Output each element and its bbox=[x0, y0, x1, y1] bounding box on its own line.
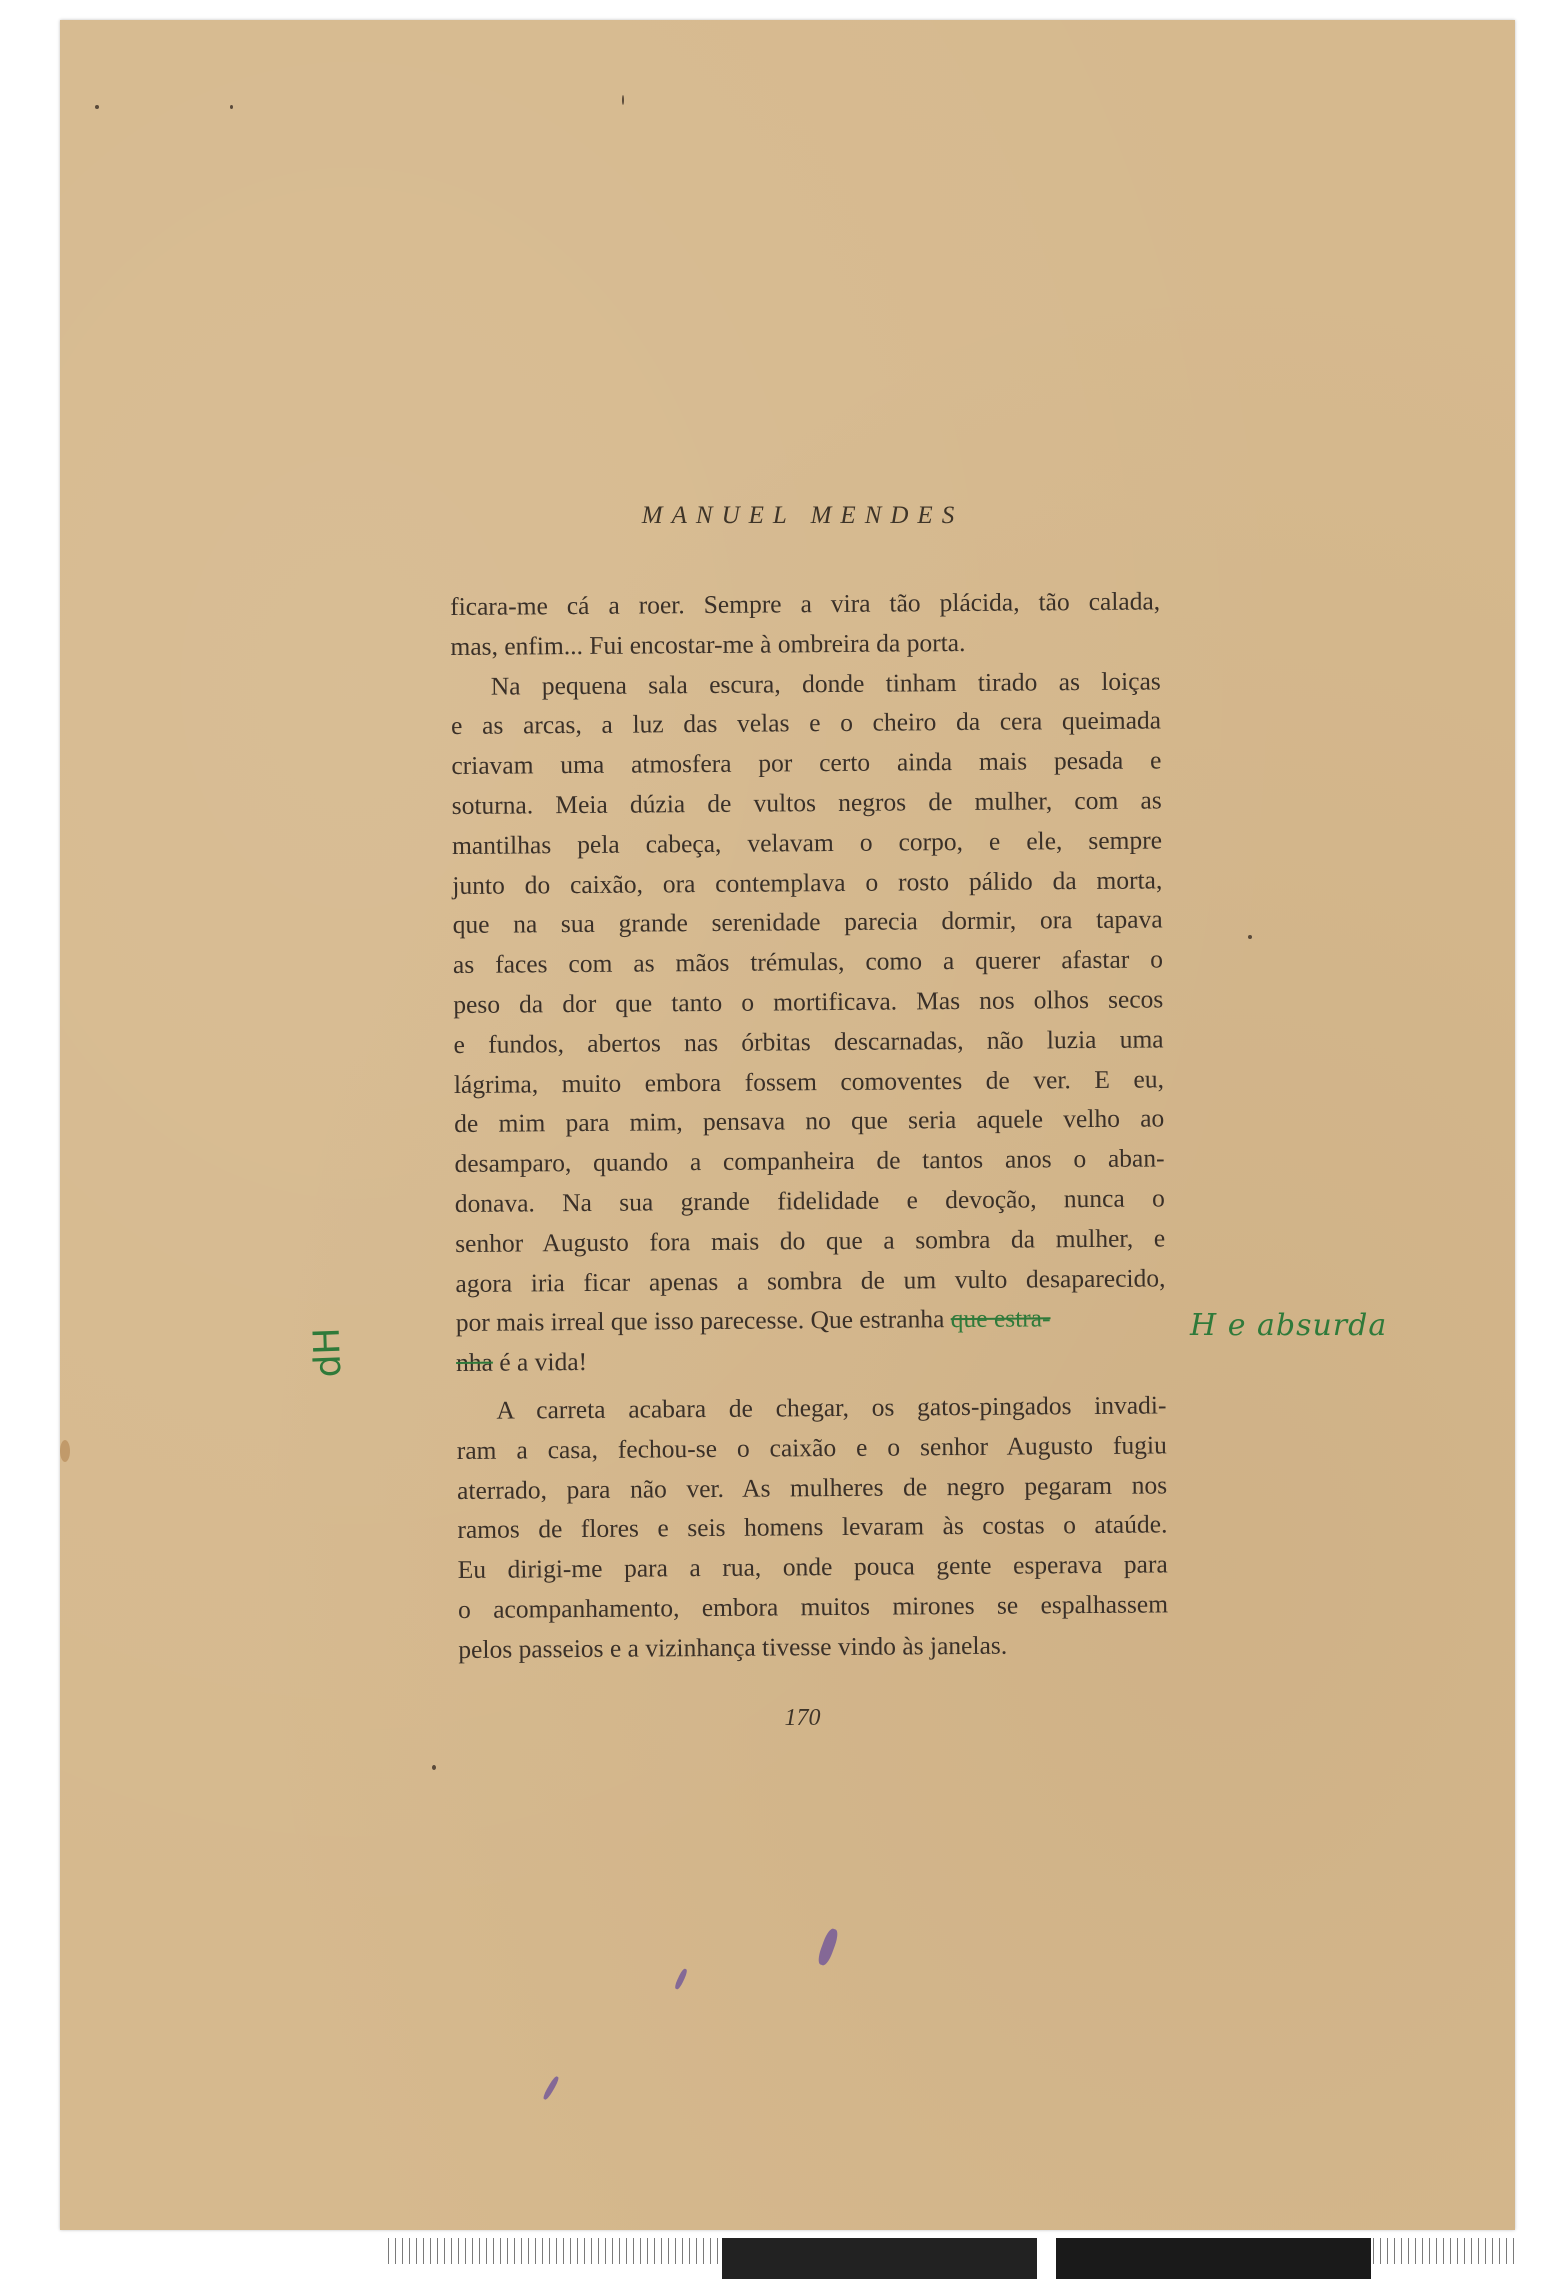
margin-annotation-right: H e absurda bbox=[1190, 1308, 1388, 1343]
paper-speck bbox=[622, 95, 624, 105]
text-line: junto do caixão, ora contemplava o rosto pálido da morta, bbox=[452, 864, 1163, 900]
text-line: que na sua grande serenidade parecia dormir, ora tapava bbox=[452, 904, 1163, 940]
text-line: peso da dor que tanto o mortificava. Mas nos olhos secos bbox=[453, 984, 1164, 1019]
text-line: criavam uma atmosfera por certo ainda mais pesada e bbox=[451, 745, 1162, 781]
text-line: agora iria ficar apenas a sombra de um vulto desaparecido, bbox=[455, 1262, 1166, 1298]
text-line: ficara-me cá a roer. Sempre a vira tão plácida, tão calada, bbox=[450, 586, 1161, 621]
text-line: mas, enfim... Fui encostar-me à ombreira da porta. bbox=[450, 627, 966, 661]
text-line: senhor Augusto fora mais do que a sombra da mulher, e bbox=[455, 1223, 1166, 1258]
scale-ruler bbox=[388, 2238, 1518, 2279]
text-line: pelos passeios e a vizinhança tivesse vindo às janelas. bbox=[458, 1630, 1008, 1664]
text-line: Na pequena sala escura, donde tinham tirado as loiças bbox=[490, 666, 1161, 701]
document-page bbox=[60, 20, 1515, 2230]
paper-speck bbox=[1248, 935, 1252, 939]
text-line: aterrado, para não ver. As mulheres de negro pegaram nos bbox=[456, 1469, 1168, 1505]
paper-speck bbox=[95, 105, 99, 109]
struck-text: nha bbox=[455, 1347, 494, 1378]
text-line: soturna. Meia dúzia de vultos negros de mulher, com as bbox=[451, 785, 1162, 820]
paper-speck bbox=[230, 105, 233, 109]
text-line: e as arcas, a luz das velas e o cheiro da cera queimada bbox=[450, 705, 1162, 741]
text-line: o acompanhamento, embora muitos mirones se espalhassem bbox=[457, 1589, 1169, 1624]
struck-text: que estra- bbox=[950, 1303, 1051, 1334]
text-line: e fundos, abertos nas órbitas descarnadas, não luzia uma bbox=[453, 1024, 1164, 1059]
text-line: donava. Na sua grande fidelidade e devoção, nunca o bbox=[454, 1183, 1165, 1218]
color-block bbox=[1056, 2238, 1371, 2279]
ruler-ticks bbox=[388, 2238, 718, 2264]
page-number: 170 bbox=[784, 1705, 821, 1731]
text-line: lágrima, muito embora fossem comoventes de ver. E eu, bbox=[453, 1063, 1164, 1099]
ink-smudge bbox=[674, 1968, 689, 1990]
text-fragment: é a vida! bbox=[492, 1347, 588, 1377]
text-line-with-correction bbox=[456, 1298, 1166, 1343]
text-line: as faces com as mãos trémulas, como a querer afastar o bbox=[452, 944, 1164, 980]
text-fragment: por mais irreal que isso parecesse. Que estranha bbox=[455, 1304, 945, 1338]
paper-speck bbox=[60, 1440, 70, 1462]
ruler-ticks bbox=[1373, 2238, 1518, 2264]
text-line: mantilhas pela cabeça, velavam o corpo, e ele, sempre bbox=[451, 825, 1163, 860]
text-line: desamparo, quando a companheira de tantos anos o aban- bbox=[454, 1143, 1165, 1179]
text-line-with-correction bbox=[456, 1338, 1166, 1383]
text-line: de mim para mim, pensava no que seria aquele velho ao bbox=[454, 1103, 1165, 1139]
ink-smudge bbox=[816, 1927, 840, 1967]
page-body bbox=[450, 581, 1168, 1669]
text-line: Eu dirigi-me para a rua, onde pouca gente esperava para bbox=[457, 1549, 1168, 1585]
text-line: ramos de flores e seis homens levaram às costas o ataúde. bbox=[457, 1509, 1168, 1545]
color-block bbox=[722, 2238, 1037, 2279]
ink-smudge bbox=[542, 2075, 560, 2101]
text-line: A carreta acabara de chegar, os gatos-pingados invadi- bbox=[496, 1390, 1167, 1425]
paper-speck bbox=[432, 1765, 436, 1770]
text-line: ram a casa, fechou-se o caixão e o senhor Augusto fugiu bbox=[456, 1430, 1167, 1465]
running-header: MANUEL MENDES bbox=[641, 502, 964, 529]
margin-annotation-left: dH bbox=[306, 1326, 350, 1379]
